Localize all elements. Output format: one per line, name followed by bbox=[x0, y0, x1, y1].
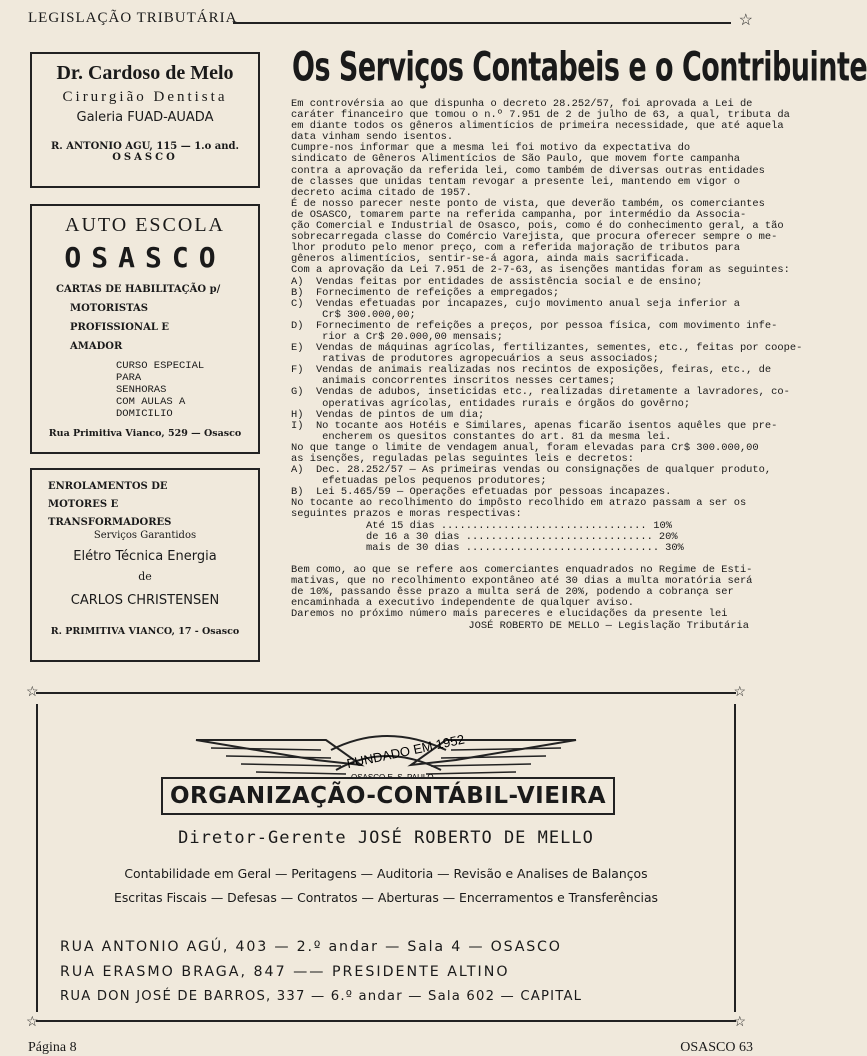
article-line: No tocante ao recolhimento do impôsto recolhido em atrazo passam a ser os bbox=[291, 497, 747, 510]
dentist-profession: Cirurgião Dentista bbox=[62, 89, 228, 105]
closing-line: Daremos no próximo número mais pareceres e elucidações da presente lei bbox=[291, 608, 728, 621]
article-line: data vinham sendo isentos. bbox=[291, 131, 454, 144]
article-line: animais concorrentes inscritos nesses certames; bbox=[291, 375, 616, 388]
rate-value: 30% bbox=[665, 541, 684, 554]
ad-right-border bbox=[734, 704, 736, 1012]
article-title: Os Serviços Contabeis e o Contribuinte bbox=[292, 44, 867, 92]
rate-value: 20% bbox=[658, 530, 678, 543]
article-line: B) Lei 5.465/59 — Operações efetuadas por pessoas incapazes. bbox=[291, 486, 672, 499]
dentist-city: OSASCO bbox=[112, 152, 178, 163]
article-line: No que tange o limite de vendagem anual, foram elevadas para Cr$ 300.000,00 bbox=[291, 441, 759, 454]
autoescola-course2: PARA bbox=[116, 372, 142, 384]
autoescola-line4: AMADOR bbox=[70, 341, 123, 352]
eletro-line2: MOTORES E bbox=[48, 499, 119, 510]
autoescola-title: AUTO ESCOLA bbox=[65, 214, 225, 236]
ad-autoescola bbox=[30, 204, 260, 454]
article-line: seguintes prazos e moras respectivas: bbox=[291, 508, 522, 521]
rate-value: 10% bbox=[653, 519, 672, 532]
article-line: Cumpre-nos informar que a mesma lei foi motivo da expectativa do bbox=[291, 142, 691, 155]
article-line: Com a aprovação da Lei 7.951 de 2-7-63, as isenções mantidas foram as seguintes: bbox=[291, 264, 790, 277]
autoescola-name: OSASCO bbox=[64, 241, 226, 274]
rate-row bbox=[366, 521, 672, 532]
autoescola-line1: CARTAS DE HABILITAÇÃO p/ bbox=[56, 284, 221, 295]
closing-line: de 10%, passando êsse prazo a multa será de 20%, podendo a cobrança ser bbox=[291, 586, 734, 599]
header-rule bbox=[233, 22, 731, 24]
article-line: encherem os quesitos constantes do art. 81 da mesma lei. bbox=[291, 430, 672, 443]
star-icon: ☆ bbox=[733, 1014, 746, 1030]
article-line: ção Comercial e Industrial de Osasco, pois, como é do conhecimento geral, a tão bbox=[291, 220, 784, 233]
closing-line: encaminhada a executivo independente de qualquer aviso. bbox=[291, 597, 634, 610]
autoescola-course4: COM AULAS A bbox=[116, 396, 186, 408]
autoescola-address: Rua Primitiva Vianco, 529 — Osasco bbox=[48, 428, 242, 439]
article-line: de classes que unidas tentam revogar a presente lei, mantendo em vigor o bbox=[291, 175, 740, 188]
page-header bbox=[28, 10, 753, 32]
star-icon: ☆ bbox=[738, 10, 753, 29]
article-line: C) Vendas efetuadas por incapazes, cujo movimento anual seja inferior a bbox=[291, 297, 740, 310]
address-line-1: RUA ANTONIO AGÚ, 403 — 2.º andar — Sala 4 — OSASCO bbox=[60, 939, 562, 955]
ribbon-text: FUNDADO EM 1952 bbox=[345, 731, 466, 772]
article-line: contra a aprovação da referida lei, como também de diversas outras entidades bbox=[291, 164, 765, 177]
footer-right: OSASCO 63 bbox=[680, 1040, 753, 1055]
ad-left-border bbox=[36, 704, 38, 1012]
rate-label: de 16 a 30 dias .............................. bbox=[366, 530, 653, 543]
eletro-owner: CARLOS CHRISTENSEN bbox=[70, 593, 220, 608]
ad-organizacao bbox=[26, 684, 746, 1030]
services-line-2: Escritas Fiscais — Defesas — Contratos — Aberturas — Encerramentos e Transferências bbox=[113, 890, 659, 905]
ad-dentist bbox=[30, 52, 260, 188]
address-line-2: RUA ERASMO BRAGA, 847 —— PRESIDENTE ALTINO bbox=[60, 964, 510, 980]
director-line: Diretor-Gerente JOSÉ ROBERTO DE MELLO bbox=[178, 828, 594, 848]
article-closing bbox=[291, 563, 753, 621]
article-line: de OSASCO, tomarem parte na referida campanha, por intermédio da Associa- bbox=[291, 208, 747, 221]
article-line: I) No tocante aos Hotéis e Similares, apenas ficarão isentos aquêles que pre- bbox=[291, 419, 778, 432]
article-line: rativas de produtores agropecuários a seus associados; bbox=[291, 353, 659, 366]
article-line: decreto acima citado de 1957. bbox=[291, 186, 472, 199]
article-line: A) Dec. 28.252/57 — As primeiras vendas ou consignações de qualquer produto, bbox=[291, 464, 772, 477]
article-line: caráter financeiro que tomou o n.º 7.951 de 2 de julho de 63, a qual, tributa da bbox=[291, 109, 790, 122]
eletro-de: de bbox=[138, 570, 152, 583]
article-line: G) Vendas de adubos, inseticidas etc., realizadas diretamente a lavradores, co- bbox=[291, 386, 790, 399]
article-line: Em controvérsia ao que dispunha o decreto 28.252/57, foi aprovada a Lei de bbox=[291, 98, 753, 110]
article-line: É de nosso parecer neste ponto de vista, que deverão também, os comerciantes bbox=[291, 197, 765, 210]
star-icon: ☆ bbox=[733, 684, 746, 700]
eletro-line1: ENROLAMENTOS DE bbox=[48, 481, 168, 492]
dentist-place: Galeria FUAD-AUADA bbox=[76, 110, 214, 125]
autoescola-line2: MOTORISTAS bbox=[70, 303, 149, 314]
org-banner bbox=[161, 777, 615, 815]
article-line: sobrecarregada classe do Comércio Varejista, que procura oferecer sempre o me- bbox=[291, 231, 778, 244]
star-icon: ☆ bbox=[26, 1014, 39, 1030]
article-line: operativas agrícolas, entidades rurais e órgãos do govêrno; bbox=[291, 397, 691, 410]
address-line-3: RUA DON JOSÉ DE BARROS, 337 — 6.º andar — Sala 602 — CAPITAL bbox=[60, 989, 583, 1004]
article-line: D) Fornecimento de refeições a preços, por pessoa física, com movimento infe- bbox=[291, 319, 778, 332]
rate-row bbox=[366, 541, 684, 554]
autoescola-course1: CURSO ESPECIAL bbox=[116, 360, 205, 372]
services-line-1: Contabilidade em Geral — Peritagens — Auditoria — Revisão e Analises de Balanços bbox=[124, 866, 648, 881]
article-line: efetuadas pelos pequenos produtores; bbox=[291, 475, 547, 488]
dentist-name: Dr. Cardoso de Melo bbox=[56, 62, 234, 84]
article-line: E) Vendas de máquinas agrícolas, fertilizantes, sementes, etc., feitas por coope- bbox=[291, 342, 803, 355]
article-line: H) Vendas de pintos de um dia; bbox=[291, 408, 485, 421]
section-title: LEGISLAÇÃO TRIBUTÁRIA bbox=[28, 10, 238, 26]
footer-page: Página 8 bbox=[28, 1040, 77, 1055]
article-line: Cr$ 300.000,00; bbox=[291, 308, 416, 321]
article-line: rior a Cr$ 20.000,00 mensais; bbox=[291, 330, 504, 343]
article-signature: JOSÉ ROBERTO DE MELLO — Legislação Tributária bbox=[468, 620, 749, 633]
article-body bbox=[291, 98, 803, 633]
article-line: B) Fornecimento de refeições a empregados; bbox=[291, 286, 560, 299]
article-rates bbox=[366, 519, 684, 554]
rate-label: mais de 30 dias ............................... bbox=[366, 541, 660, 554]
eletro-guarantee: Serviços Garantidos bbox=[93, 530, 197, 541]
article-line: A) Vendas feitas por entidades de assistência social e de ensino; bbox=[291, 275, 703, 288]
eletro-address: R. PRIMITIVA VIANCO, 17 - Osasco bbox=[50, 626, 240, 637]
page-footer bbox=[28, 1040, 753, 1056]
article-line: lhor produto pelo menor preço, com a referida majoração de tributos para bbox=[291, 242, 740, 255]
autoescola-line3: PROFISSIONAL E bbox=[70, 322, 169, 333]
article-line: F) Vendas de animais realizadas nos recintos de exposições, feiras, etc., de bbox=[291, 364, 772, 377]
rate-label: Até 15 dias ................................. bbox=[366, 519, 647, 532]
autoescola-course3: SENHORAS bbox=[116, 384, 167, 396]
eletro-line3: TRANSFORMADORES bbox=[48, 517, 172, 528]
star-icon: ☆ bbox=[26, 684, 39, 700]
article-line: em diante todos os gêneros alimentícios de primeira necessidade, que até aquela bbox=[291, 120, 784, 133]
dentist-address: R. ANTONIO AGU, 115 — 1.o and. bbox=[50, 141, 240, 152]
eletro-company: Elétro Técnica Energia bbox=[73, 549, 217, 564]
article-lines bbox=[291, 98, 803, 521]
closing-line: Bem como, ao que se refere aos comerciantes enquadrados no Regime de Esti- bbox=[291, 563, 753, 576]
ad-eletro bbox=[30, 468, 260, 662]
article-line: as isenções, reguladas pelas seguintes leis e decretos: bbox=[291, 453, 634, 465]
article-line: sindicato de Gêneros Alimentícios de São Paulo, que movem forte campanha bbox=[291, 153, 740, 166]
closing-line: mativas, que no recolhimento expontâneo até 30 dias a multa moratória será bbox=[291, 574, 753, 587]
article-line: gêneros alimentícios, sentir-se-á agora, ainda mais sacrificada. bbox=[291, 253, 691, 266]
autoescola-course5: DOMICILIO bbox=[116, 408, 173, 420]
org-name: ORGANIZAÇÃO-CONTÁBIL-VIEIRA bbox=[169, 783, 607, 809]
